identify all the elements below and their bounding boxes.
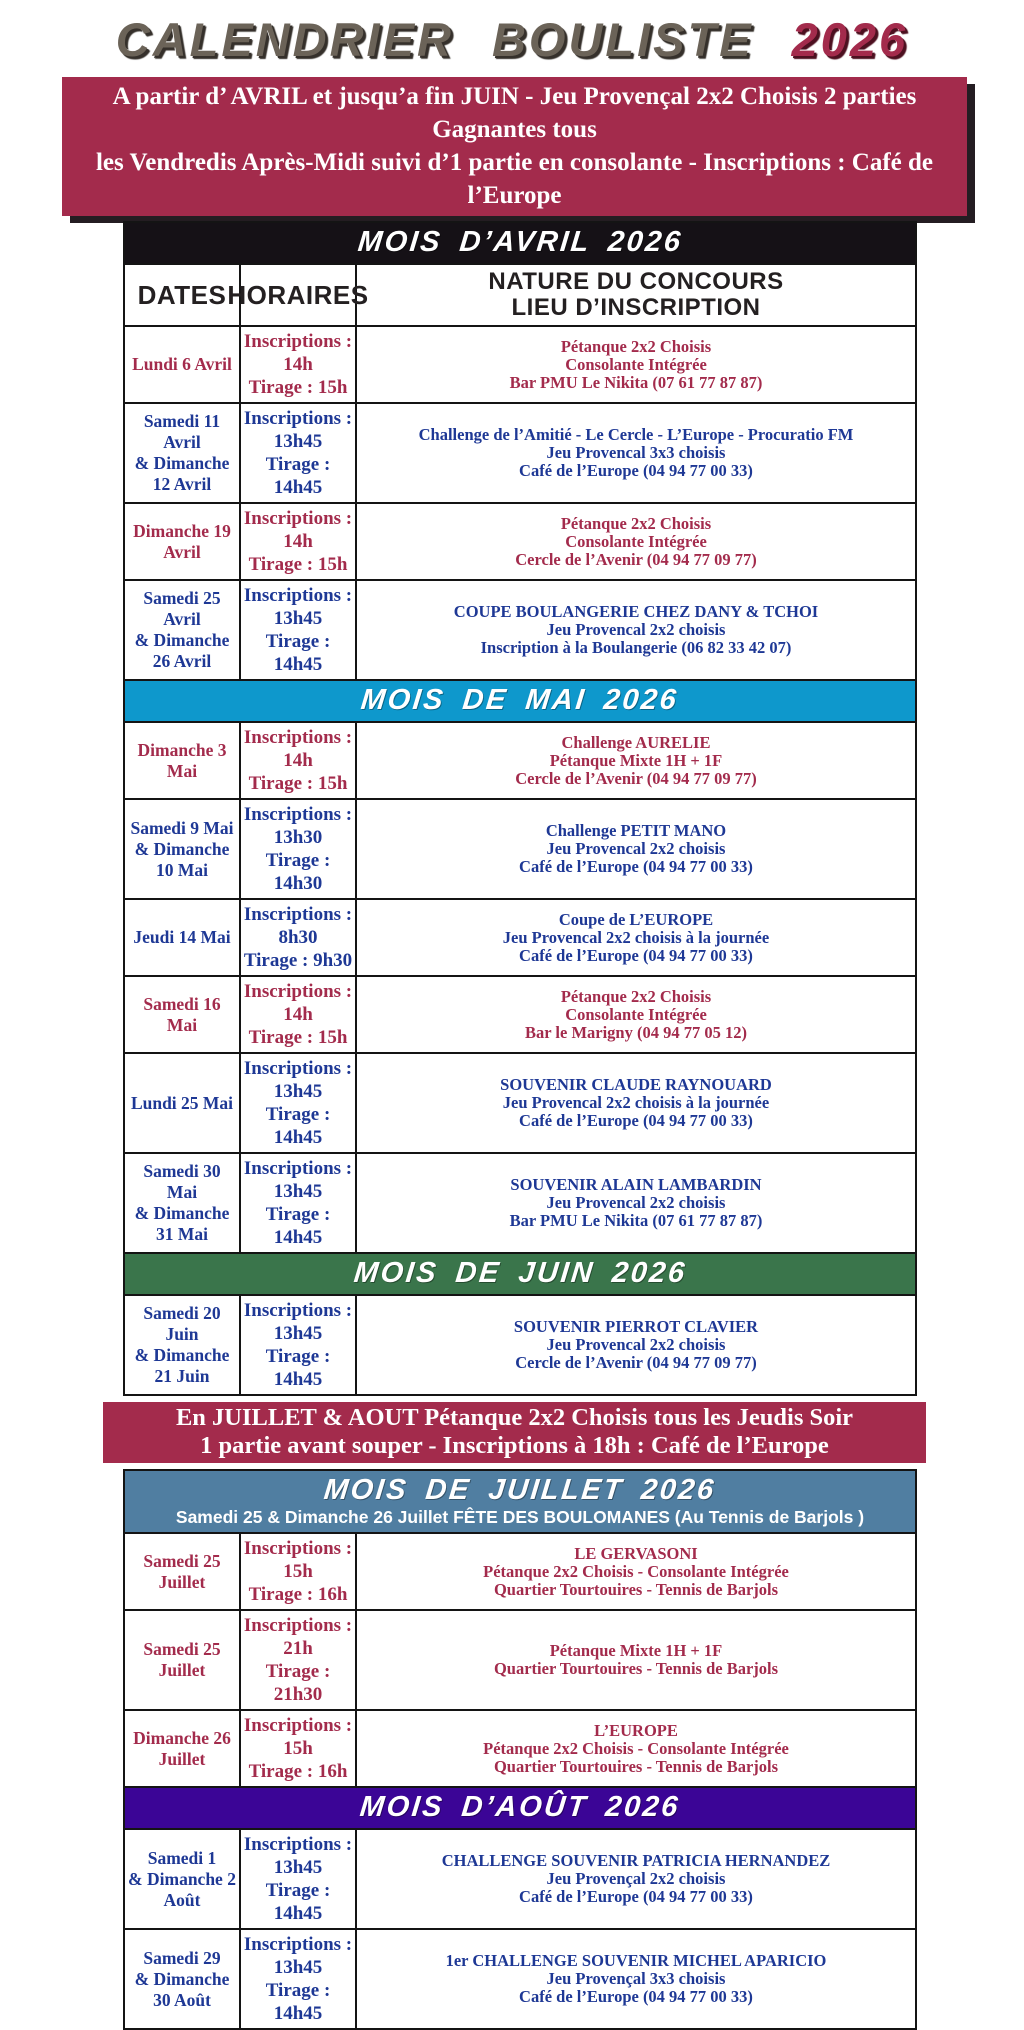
hours-line: Inscriptions : 15h — [243, 1715, 353, 1759]
summer-banner-line1: En JUILLET & AOUT Pétanque 2x2 Choisis tous les Jeudis Soir — [175, 1404, 854, 1431]
date-cell — [125, 1054, 241, 1152]
hours-cell — [241, 1930, 357, 2028]
date-line: & Dimanche 31 Mai — [134, 1203, 230, 1244]
nature-line: Café de l’Europe (04 94 77 00 33) — [519, 461, 753, 480]
event-row — [125, 1532, 915, 1609]
hours-line: Tirage : 15h — [248, 554, 348, 575]
nature-line: 1er CHALLENGE SOUVENIR MICHEL APARICIO — [445, 1951, 827, 1970]
hours-line: Inscriptions : 13h30 — [243, 804, 353, 848]
event-row — [125, 579, 915, 679]
nature-line: Challenge PETIT MANO — [545, 821, 727, 840]
column-header-row — [125, 263, 915, 325]
hours-line: Inscriptions : 13h45 — [243, 1934, 353, 1978]
date-cell — [125, 1930, 241, 2028]
nature-line: Cercle de l’Avenir (04 94 77 09 77) — [515, 1353, 757, 1372]
hours-cell — [241, 977, 357, 1052]
nature-line: Jeu Provençal 3x3 choisis — [546, 1969, 726, 1988]
nature-line: Café de l’Europe (04 94 77 00 33) — [519, 1987, 753, 2006]
nature-cell — [357, 1154, 915, 1252]
hours-line: Inscriptions : 21h — [243, 1615, 353, 1659]
date-line: Lundi 6 Avril — [132, 354, 232, 374]
hours-cell — [241, 1611, 357, 1709]
hours-line: Inscriptions : 13h45 — [243, 1300, 353, 1344]
date-line: Jeudi 14 Mai — [133, 927, 231, 947]
hours-line: Tirage : 15h — [248, 1027, 348, 1048]
date-cell — [125, 900, 241, 975]
hours-line: Tirage : 14h45 — [265, 1980, 331, 2024]
nature-cell — [357, 1930, 915, 2028]
hours-line: Inscriptions : 13h45 — [243, 585, 353, 629]
nature-line: Challenge de l’Amitié - Le Cercle - L’Europe - Procuratio FM — [418, 425, 854, 444]
hours-line: Tirage : 16h — [248, 1761, 348, 1782]
nature-line: Jeu Provencal 2x2 choisis à la journée — [502, 1093, 770, 1112]
date-cell — [125, 723, 241, 798]
date-cell — [125, 404, 241, 502]
date-line: & Dimanche 30 Août — [134, 1968, 230, 2010]
hours-line: Inscriptions : 14h — [243, 508, 353, 552]
date-cell — [125, 1534, 241, 1609]
date-line: Dimanche 26 Juillet — [133, 1727, 231, 1769]
date-cell — [125, 504, 241, 579]
event-row — [125, 975, 915, 1052]
nature-line: Jeu Provencal 2x2 choisis à la journée — [502, 927, 770, 947]
month-header-juillet — [125, 1471, 915, 1532]
date-line: Samedi 16 Mai — [143, 993, 221, 1035]
nature-cell — [357, 581, 915, 679]
column-header-nature-line2: LIEU D’INSCRIPTION — [511, 294, 761, 321]
intro-banner — [62, 77, 967, 216]
event-row — [125, 721, 915, 798]
event-row — [125, 1709, 915, 1786]
month-header-title: MOIS DE JUILLET 2026 — [322, 1474, 718, 1506]
hours-line: Inscriptions : 13h45 — [243, 408, 353, 452]
event-row — [125, 898, 915, 975]
hours-line: Inscriptions : 14h — [243, 331, 353, 375]
nature-line: Consolante Intégrée — [565, 354, 707, 374]
date-cell — [125, 581, 241, 679]
nature-line: Challenge AURELIE — [561, 732, 711, 752]
nature-cell — [357, 723, 915, 798]
hours-cell — [241, 404, 357, 502]
hours-line: Tirage : 15h — [248, 773, 348, 794]
month-header-title: MOIS DE MAI 2026 — [359, 684, 681, 716]
nature-line: Inscription à la Boulangerie (06 82 33 42 07) — [480, 638, 792, 657]
hours-line: Inscriptions : 13h45 — [243, 1834, 353, 1878]
nature-line: CHALLENGE SOUVENIR PATRICIA HERNANDEZ — [441, 1851, 831, 1870]
date-line: & Dimanche 10 Mai — [134, 838, 230, 880]
calendar-table-spring — [123, 221, 917, 1396]
date-line: & Dimanche 21 Juin — [134, 1345, 230, 1386]
nature-line: LE GERVASONI — [574, 1543, 698, 1563]
hours-line: Inscriptions : 14h — [243, 727, 353, 771]
nature-line: Jeu Provencal 2x2 choisis — [546, 1335, 726, 1354]
nature-cell — [357, 977, 915, 1052]
column-header-nature — [357, 265, 915, 325]
nature-line: Cercle de l’Avenir (04 94 77 09 77) — [515, 549, 757, 569]
date-line: & Dimanche 12 Avril — [134, 453, 230, 494]
intro-banner-line1: A partir d’ AVRIL et jusqu’a fin JUIN - Jeu Provençal 2x2 Choisis 2 parties Gagnantes tous — [112, 83, 917, 143]
date-line: Dimanche 19 Avril — [133, 520, 231, 562]
nature-line: Pétanque Mixte 1H + 1F — [549, 1641, 723, 1660]
event-row — [125, 1052, 915, 1152]
hours-cell — [241, 723, 357, 798]
month-header-subtitle: Samedi 25 & Dimanche 26 Juillet FÊTE DES BOULOMANES (Au Tennis de Barjols ) — [175, 1507, 865, 1527]
month-header-avril — [125, 223, 915, 263]
page-title-main: CALENDRIER BOULISTE — [115, 13, 754, 66]
page-title — [0, 12, 1024, 67]
nature-line: L’EUROPE — [594, 1720, 678, 1740]
hours-line: Tirage : 9h30 — [243, 950, 353, 971]
nature-line: Consolante Intégrée — [565, 531, 707, 551]
date-cell — [125, 1154, 241, 1252]
date-line: Samedi 20 Juin — [143, 1303, 221, 1344]
event-row — [125, 1609, 915, 1709]
date-cell — [125, 1830, 241, 1928]
nature-cell — [357, 327, 915, 402]
hours-line: Tirage : 14h45 — [265, 1204, 331, 1248]
column-header-nature-line1: NATURE DU CONCOURS — [488, 268, 784, 295]
nature-line: Bar PMU Le Nikita (07 61 77 87 87) — [509, 1211, 763, 1230]
nature-cell — [357, 800, 915, 898]
nature-line: Pétanque 2x2 Choisis — [560, 513, 712, 533]
event-row — [125, 1294, 915, 1394]
nature-line: Bar le Marigny (04 94 77 05 12) — [525, 1022, 747, 1042]
nature-line: Café de l’Europe (04 94 77 00 33) — [519, 1887, 753, 1906]
hours-cell — [241, 1711, 357, 1786]
nature-cell — [357, 900, 915, 975]
summer-banner-line2: 1 partie avant souper - Inscriptions à 18h : Café de l’Europe — [200, 1432, 829, 1459]
nature-line: SOUVENIR CLAUDE RAYNOUARD — [500, 1075, 772, 1094]
nature-line: Café de l’Europe (04 94 77 00 33) — [519, 945, 753, 965]
date-line: Samedi 11 Avril — [143, 411, 221, 452]
hours-cell — [241, 1296, 357, 1394]
hours-cell — [241, 327, 357, 402]
event-row — [125, 325, 915, 402]
nature-cell — [357, 1611, 915, 1709]
nature-line: Pétanque 2x2 Choisis - Consolante Intégrée — [483, 1561, 789, 1581]
hours-cell — [241, 1054, 357, 1152]
nature-cell — [357, 1296, 915, 1394]
nature-cell — [357, 1534, 915, 1609]
nature-line: Bar PMU Le Nikita (07 61 77 87 87) — [509, 372, 763, 392]
summer-banner — [103, 1402, 926, 1463]
date-cell — [125, 1711, 241, 1786]
nature-line: SOUVENIR PIERROT CLAVIER — [513, 1317, 759, 1336]
month-header-juin — [125, 1252, 915, 1294]
nature-line: Pétanque 2x2 Choisis — [560, 986, 712, 1006]
nature-line: Jeu Provencal 3x3 choisis — [546, 443, 726, 462]
hours-line: Inscriptions : 8h30 — [243, 904, 353, 948]
date-line: Samedi 29 — [143, 1947, 221, 1968]
nature-line: COUPE BOULANGERIE CHEZ DANY & TCHOI — [453, 602, 819, 621]
hours-line: Tirage : 14h45 — [265, 454, 331, 498]
nature-line: Cercle de l’Avenir (04 94 77 09 77) — [515, 768, 757, 788]
nature-cell — [357, 1711, 915, 1786]
hours-cell — [241, 504, 357, 579]
nature-line: Jeu Provencal 2x2 choisis — [546, 1193, 726, 1212]
event-row — [125, 798, 915, 898]
hours-line: Tirage : 21h30 — [265, 1661, 331, 1705]
date-cell — [125, 1611, 241, 1709]
page-title-year: 2026 — [791, 13, 909, 66]
hours-cell — [241, 1830, 357, 1928]
hours-line: Tirage : 14h45 — [265, 1104, 331, 1148]
hours-line: Tirage : 14h30 — [265, 850, 331, 894]
intro-banner-line2: les Vendredis Après-Midi suivi d’1 partie en consolante - Inscriptions : Café de l’Europe — [95, 149, 934, 209]
date-line: Samedi 1 — [147, 1847, 217, 1868]
nature-cell — [357, 1054, 915, 1152]
nature-line: Jeu Provencal 2x2 choisis — [546, 620, 726, 639]
nature-line: Quartier Tourtouires - Tennis de Barjols — [493, 1659, 779, 1678]
hours-cell — [241, 900, 357, 975]
hours-cell — [241, 581, 357, 679]
hours-line: Tirage : 14h45 — [265, 1346, 331, 1390]
event-row — [125, 1928, 915, 2028]
nature-line: Consolante Intégrée — [565, 1004, 707, 1024]
date-line: Samedi 25 Juillet — [143, 1639, 221, 1680]
event-row — [125, 502, 915, 579]
month-header-mai — [125, 679, 915, 721]
month-header-title: MOIS D’AVRIL 2026 — [356, 226, 685, 258]
date-line: & Dimanche 2 Août — [128, 1868, 236, 1910]
month-header-title: MOIS D’AOÛT 2026 — [358, 1791, 682, 1823]
date-line: & Dimanche 26 Avril — [134, 630, 230, 671]
nature-line: Pétanque 2x2 Choisis - Consolante Intégrée — [483, 1738, 789, 1758]
date-cell — [125, 977, 241, 1052]
nature-line: Jeu Provençal 2x2 choisis — [546, 1869, 726, 1888]
hours-line: Tirage : 14h45 — [265, 631, 331, 675]
hours-line: Inscriptions : 15h — [243, 1538, 353, 1582]
column-header-dates: DATES — [125, 265, 241, 325]
nature-line: SOUVENIR ALAIN LAMBARDIN — [510, 1175, 762, 1194]
nature-line: Pétanque 2x2 Choisis — [560, 336, 712, 356]
hours-line: Tirage : 16h — [248, 1584, 348, 1605]
date-line: Samedi 25 Avril — [143, 588, 221, 629]
hours-cell — [241, 1154, 357, 1252]
date-line: Samedi 9 Mai — [130, 817, 234, 838]
date-cell — [125, 800, 241, 898]
nature-line: Café de l’Europe (04 94 77 00 33) — [519, 1111, 753, 1130]
hours-line: Inscriptions : 13h45 — [243, 1158, 353, 1202]
nature-line: Coupe de L’EUROPE — [558, 909, 714, 929]
calendar-table-summer — [123, 1469, 917, 2030]
event-row — [125, 402, 915, 502]
event-row — [125, 1828, 915, 1928]
date-line: Samedi 25 Juillet — [143, 1550, 221, 1592]
nature-cell — [357, 504, 915, 579]
nature-line: Quartier Tourtouires - Tennis de Barjols — [493, 1579, 779, 1599]
hours-line: Inscriptions : 14h — [243, 981, 353, 1025]
hours-cell — [241, 1534, 357, 1609]
date-line: Dimanche 3 Mai — [137, 739, 227, 781]
nature-cell — [357, 404, 915, 502]
event-row — [125, 1152, 915, 1252]
nature-line: Pétanque Mixte 1H + 1F — [549, 750, 723, 770]
date-line: Lundi 25 Mai — [130, 1092, 234, 1113]
nature-line: Jeu Provencal 2x2 choisis — [546, 839, 726, 858]
hours-cell — [241, 800, 357, 898]
nature-line: Café de l’Europe (04 94 77 00 33) — [519, 857, 753, 876]
month-header-aout — [125, 1786, 915, 1828]
hours-line: Tirage : 14h45 — [265, 1880, 331, 1924]
date-cell — [125, 327, 241, 402]
hours-line: Tirage : 15h — [248, 377, 348, 398]
hours-line: Inscriptions : 13h45 — [243, 1058, 353, 1102]
nature-cell — [357, 1830, 915, 1928]
date-cell — [125, 1296, 241, 1394]
nature-line: Quartier Tourtouires - Tennis de Barjols — [493, 1756, 779, 1776]
date-line: Samedi 30 Mai — [143, 1161, 221, 1202]
column-header-horaires: HORAIRES — [241, 265, 357, 325]
month-header-title: MOIS DE JUIN 2026 — [352, 1257, 689, 1289]
